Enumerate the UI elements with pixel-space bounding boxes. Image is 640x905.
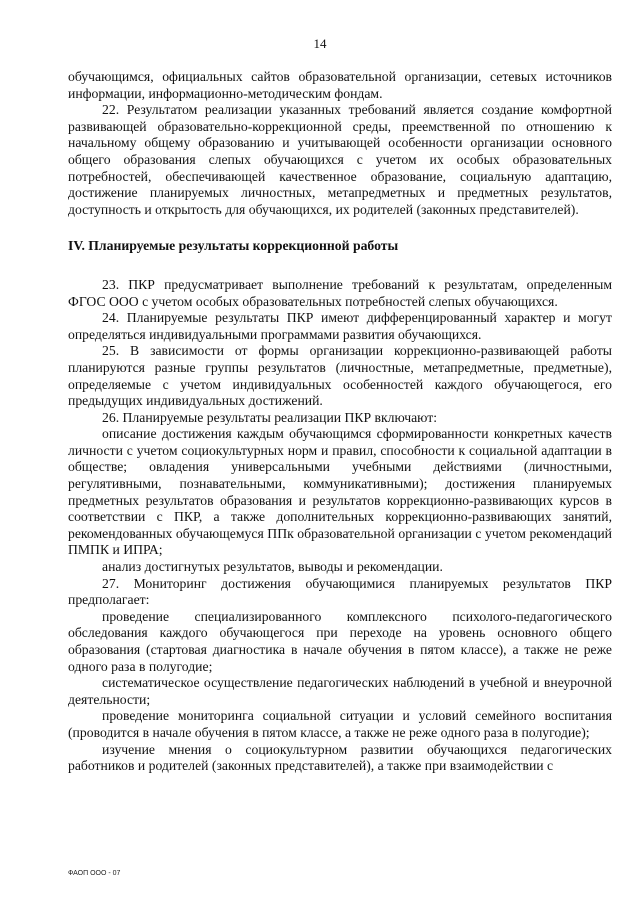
page-number: 14 xyxy=(313,36,327,51)
list-item-description: описание достижения каждым обучающимся сформированности конкретных качеств личности с учетом социокультурных норм и правил, способности к социальной адаптации в обществе; овладения универсальными учебными действиями (личностными, регулятивными, познавательными, коммуникативными); достижения планируемых предметных результатов образования и результатов коррекционно-развивающих курсов в соответствии с ПКР, а также дополнительных коррекционно-развивающих занятий, рекомендованных обучающемуся ППк образовательной организации с учетом рекомендаций ПМПК и ИПРА; xyxy=(68,426,612,558)
list-item-examination: проведение специализированного комплексного психолого-педагогического обследования каждого обучающегося при переходе на уровень основного общего образования (стартовая диагностика в начале обучения в пятом классе), а также не реже одного раза в полугодие; xyxy=(68,608,612,674)
footer-code: ФАОП ООО - 07 xyxy=(68,870,121,877)
paragraph-27: 27. Мониторинг достижения обучающимися планируемых результатов ПКР предполагает: xyxy=(68,575,612,608)
section-heading: IV. Планируемые результаты коррекционной работы xyxy=(68,238,399,254)
paragraph-26: 26. Планируемые результаты реализации ПКР включают: xyxy=(102,409,437,425)
paragraph: обучающимся, официальных сайтов образовательной организации, сетевых источников информации, информационно-методическим фондам. xyxy=(68,69,612,101)
paragraph-25: 25. В зависимости от формы организации коррекционно-развивающей работы планируются разные группы результатов (личностные, метапредметные, предметные), определяемые с учетом индивидуальных особенностей каждого обучающегося, его предыдущих индивидуальных достижений. xyxy=(68,343,612,409)
paragraph-23: 23. ПКР предусматривает выполнение требований к результатам, определенным ФГОС ООО с учетом особых образовательных потребностей слепых обучающихся. xyxy=(68,276,612,309)
list-item-monitoring: проведение мониторинга социальной ситуации и условий семейного воспитания (проводится в начале обучения в пятом классе, а также не реже одного раза в полугодие); xyxy=(68,708,612,740)
document-body xyxy=(68,69,612,775)
list-item-observation: систематическое осуществление педагогических наблюдений в учебной и внеурочной деятельности; xyxy=(68,675,612,707)
list-item-survey: изучение мнения о социокультурном развитии обучающихся педагогических работников и родителей (законных представителей), а также при взаимодействии с xyxy=(68,741,612,774)
paragraph-24: 24. Планируемые результаты ПКР имеют дифференцированный характер и могут определяться индивидуальными программами развития обучающихся. xyxy=(68,310,612,342)
list-item-analysis: анализ достигнутых результатов, выводы и рекомендации. xyxy=(102,559,443,575)
paragraph-22: 22. Результатом реализации указанных требований является создание комфортной развивающей образовательно-коррекционной среды, преемственной по отношению к начальному общему образованию и учитывающей особенности организации основного общего образования слепых обучающихся с учетом их особых образовательных потребностей, обеспечивающей качественное образование, социальную адаптацию, достижение планируемых личностных, метапредметных и предметных результатов, доступность и открытость для обучающихся, их родителей (законных представителей). xyxy=(68,102,612,217)
